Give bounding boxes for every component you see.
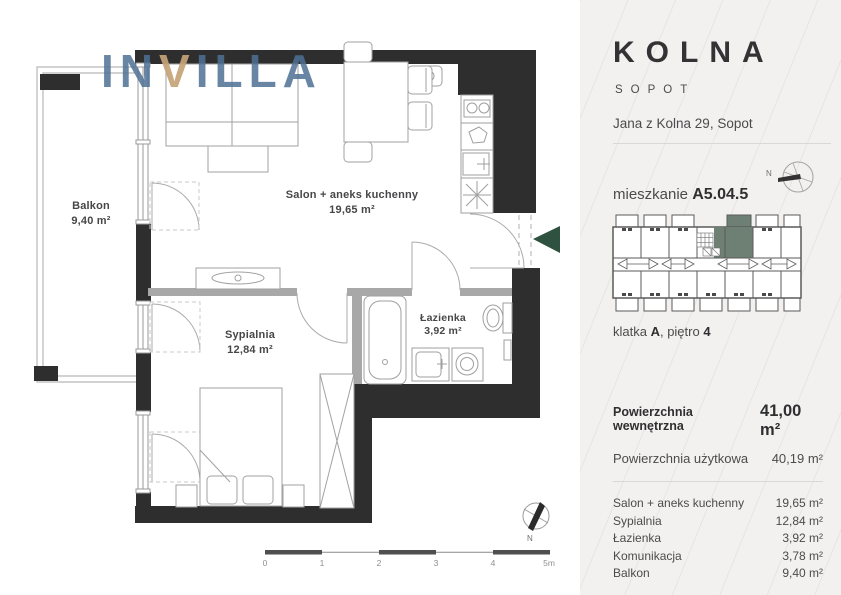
area-label: Powierzchnia użytkowa [613, 451, 749, 466]
scale-tick-label: 4 [490, 558, 496, 568]
area-row-primary [613, 402, 823, 440]
area-row [613, 513, 823, 531]
scale-tick-label: 2 [376, 558, 382, 568]
pietro-label: , piętro [659, 324, 704, 339]
pietro-value: 4 [703, 324, 711, 339]
kolna-logo-sub: SOPOT [615, 84, 696, 96]
room-value: 3,92 m² [782, 531, 823, 545]
building-balconies-top [616, 215, 800, 227]
compass-icon [774, 156, 820, 200]
room-area: 9,40 m² [71, 215, 111, 227]
klatka-label: klatka [613, 324, 651, 339]
unit-title [613, 186, 748, 204]
bathroom-fixtures [364, 296, 512, 384]
room-area: 19,65 m² [329, 204, 375, 216]
address: Jana z Kolna 29, Sopot [613, 116, 753, 131]
bedroom-furniture [176, 374, 354, 508]
room-value: 19,65 m² [775, 496, 823, 510]
area-value: 41,00 m² [760, 402, 802, 439]
info-panel [580, 0, 841, 595]
room-label-lazienka [420, 312, 466, 338]
invilla-watermark-logo [101, 45, 322, 97]
room-label: Sypialnia [613, 513, 662, 528]
room-label-sypialnia [225, 328, 275, 358]
room-name: Łazienka [420, 312, 466, 324]
divider [613, 143, 831, 144]
unit-prefix: mieszkanie [613, 186, 693, 203]
fan-icon [463, 181, 491, 209]
room-area: 3,92 m² [424, 325, 462, 337]
watermark-in: IN [101, 45, 159, 97]
area-table [613, 402, 823, 583]
compass-icon [523, 502, 549, 531]
unit-number: A5.04.5 [692, 186, 749, 203]
scale-tick-label: 3 [433, 558, 439, 568]
scale-tick-label: 1 [319, 558, 325, 568]
scale-bar [265, 550, 550, 555]
room-name: Salon + aneks kuchenny [285, 189, 419, 201]
area-row [613, 548, 823, 566]
entrance-opening [519, 215, 531, 266]
klatka-value: A [650, 324, 660, 339]
room-area: 12,84 m² [227, 344, 273, 356]
door-clearance-dashed [150, 182, 200, 482]
building-locator-diagram [608, 210, 804, 320]
area-row-secondary [613, 451, 823, 466]
area-row [613, 565, 823, 583]
watermark-illa: ILLA [195, 45, 322, 97]
area-row [613, 495, 823, 513]
room-value: 9,40 m² [782, 566, 823, 580]
entrance-arrow-icon [533, 226, 560, 253]
room-label: Salon + aneks kuchenny [613, 496, 745, 510]
room-name: Balkon [72, 200, 110, 212]
room-value: 12,84 m² [775, 513, 823, 528]
building-balconies-bottom [616, 298, 800, 311]
area-row [613, 530, 823, 548]
area-label: Powierzchnia wewnętrzna [613, 405, 693, 433]
room-value: 3,78 m² [782, 548, 823, 563]
scale-tick-label: 0 [262, 558, 268, 568]
area-value: 40,19 m² [771, 451, 823, 466]
room-label: Łazienka [613, 531, 662, 545]
scale-tick-label: 5m [543, 558, 555, 568]
stair-floor-line [613, 324, 711, 339]
watermark-v: V [159, 45, 196, 97]
room-name: Sypialnia [224, 329, 276, 341]
divider [613, 481, 823, 482]
room-label-salon [286, 188, 418, 218]
room-label: Balkon [613, 566, 650, 580]
north-label: N [527, 534, 533, 543]
room-label: Komunikacja [613, 548, 682, 563]
kolna-logo: KOLNA [613, 36, 775, 69]
north-label: N [766, 169, 772, 178]
room-label-balkon [71, 199, 110, 229]
